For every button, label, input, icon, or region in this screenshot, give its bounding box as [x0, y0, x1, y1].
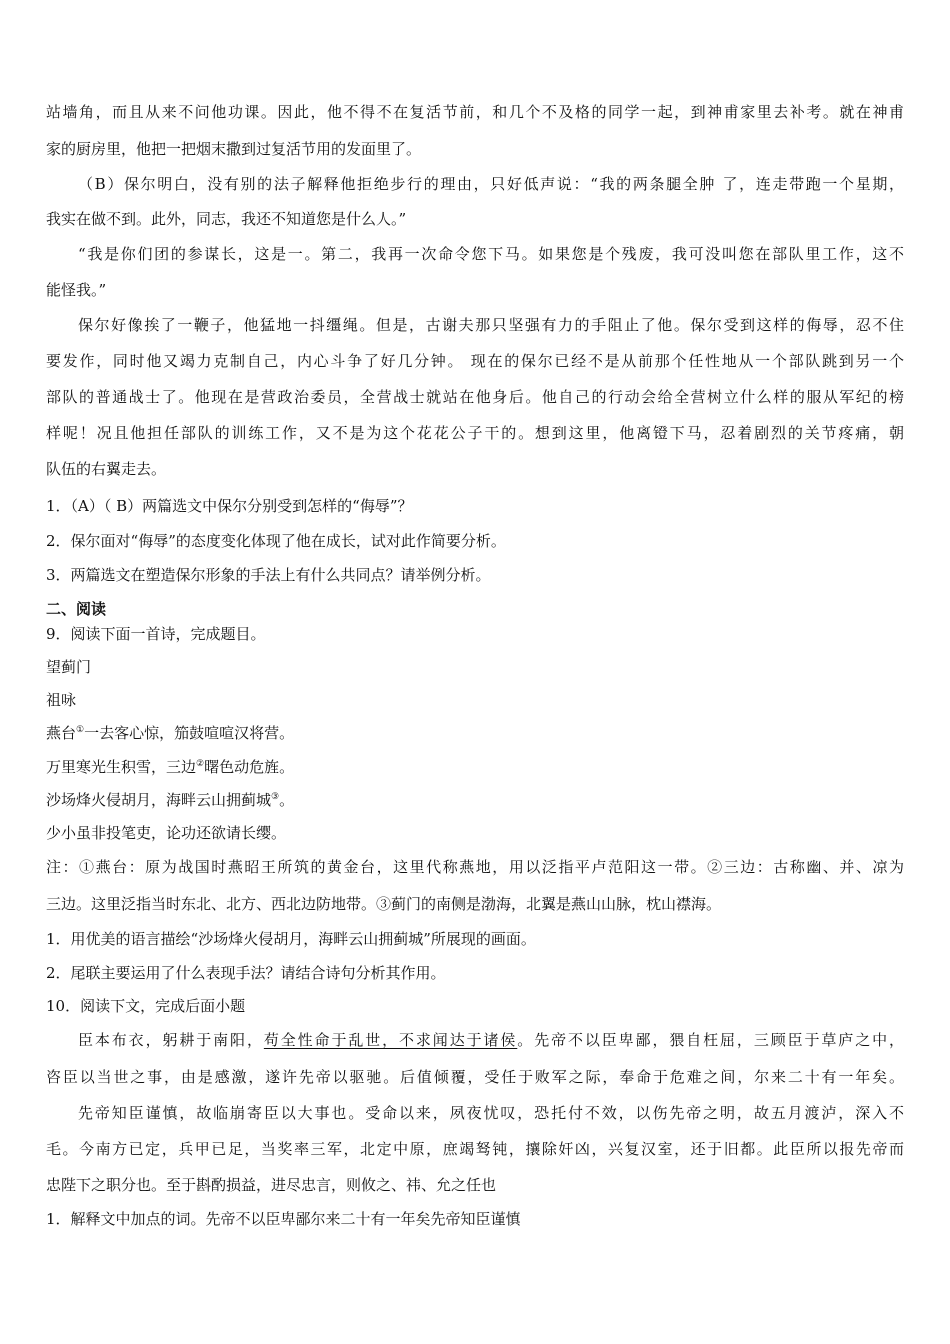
- classical-text-line: 咨臣以当世之事，由是感激，遂许先帝以驱驰。后值倾覆，受任于败军之际，奉命于危难之间，尔来二十有一年矣。: [46, 1068, 904, 1086]
- passage-line: “我是你们团的参谋长，这是一。第二，我再一次命令您下马。如果您是个残废，我可没叫您在部队里工作，这不: [78, 245, 904, 263]
- passage-line: 站墙角，而且从来不问他功课。因此，他不得不在复活节前，和几个不及格的同学一起，到神甫家里去补考。就在神甫: [46, 103, 904, 121]
- poem-note: 注：①燕台：原为战国时燕昭王所筑的黄金台，这里代称燕地，用以泛指平卢范阳这一带。②三边：古称幽、并、凉为: [46, 858, 904, 876]
- passage-line: 部队的普通战士了。他现在是营政治委员，全营战士就站在他身后。他自己的行动会给全营树立什么样的服从军纪的榜: [46, 388, 904, 406]
- question-8-2: 2．保尔面对“侮辱”的态度变化体现了他在成长，试对此作简要分析。: [46, 532, 506, 550]
- passage-line: 我实在做不到。此外，同志，我还不知道您是什么人。”: [46, 210, 407, 228]
- poem-title: 望蓟门: [46, 658, 92, 676]
- poem-line-2: 万里寒光生积雪，三边②曙色动危旌。: [46, 758, 295, 776]
- poem-author: 祖咏: [46, 691, 77, 709]
- question-9-1: 1．用优美的语言描绘“沙场烽火侵胡月，海畔云山拥蓟城”所展现的画面。: [46, 930, 536, 948]
- passage-line: 样呢！况且他担任部队的训练工作，又不是为这个花花公子干的。想到这里，他离镫下马，忍着剧烈的关节疼痛，朝: [46, 424, 904, 442]
- poem-line-1: 燕台①一去客心惊，笳鼓喧喧汉将营。: [46, 724, 295, 742]
- classical-text-line: 臣本布衣，躬耕于南阳，苟全性命于乱世，不求闻达于诸侯。先帝不以臣卑鄙，猥自枉屈，三顾臣于草庐之中，: [78, 1031, 904, 1049]
- classical-text-line: 毛。今南方已定，兵甲已足，当奖率三军，北定中原，庶竭驽钝，攘除奸凶，兴复汉室，还于旧都。此臣所以报先帝而: [46, 1140, 904, 1158]
- question-9-2: 2．尾联主要运用了什么表现手法？请结合诗句分析其作用。: [46, 964, 446, 982]
- classical-text-line: 先帝知臣谨慎，故临崩寄臣以大事也。受命以来，夙夜忧叹，恐托付不效，以伤先帝之明，故五月渡泸，深入不: [78, 1104, 904, 1122]
- question-8-1: 1．（A）（ B）两篇选文中保尔分别受到怎样的“侮辱”？: [46, 497, 413, 515]
- section-heading: 二、阅读: [46, 600, 107, 618]
- passage-line: 保尔好像挨了一鞭子，他猛地一抖缰绳。但是，古谢夫那只坚强有力的手阻止了他。保尔受到这样的侮辱，忍不住: [78, 316, 904, 334]
- passage-line: 能怪我。”: [46, 281, 107, 299]
- underlined-phrase: 苟全性命于乱世，不求闻达于诸侯: [263, 1031, 518, 1049]
- poem-line-3: 沙场烽火侵胡月，海畔云山拥蓟城③。: [46, 791, 295, 809]
- passage-b-start: （B）保尔明白，没有别的法子解释他拒绝步行的理由，只好低声说：“我的两条腿全肿 了，连走带跑一个星期，: [78, 175, 904, 193]
- passage-line: 要发作，同时他又竭力克制自己，内心斗争了好几分钟。 现在的保尔已经不是从前那个任性地从一个部队跳到另一个: [46, 352, 904, 370]
- question-9-intro: 9．阅读下面一首诗，完成题目。: [46, 625, 266, 643]
- poem-line-4: 少小虽非投笔吏，论功还欲请长缨。: [46, 824, 287, 842]
- question-10-intro: 10．阅读下文，完成后面小题: [46, 997, 246, 1015]
- classical-text-line: 忠陛下之职分也。至于斟酌损益，进尽忠言，则攸之、祎、允之任也: [46, 1176, 497, 1194]
- passage-line: 家的厨房里，他把一把烟末撒到过复活节用的发面里了。: [46, 140, 422, 158]
- passage-line: 队伍的右翼走去。: [46, 460, 167, 478]
- question-8-3: 3．两篇选文在塑造保尔形象的手法上有什么共同点？请举例分析。: [46, 566, 491, 584]
- poem-note: 三边。这里泛指当时东北、北方、西北边防地带。③蓟门的南侧是渤海，北翼是燕山山脉，枕山襟海。: [46, 895, 722, 913]
- question-10-1: 1．解释文中加点的词。先帝不以臣卑鄙尔来二十有一年矣先帝知臣谨慎: [46, 1210, 521, 1228]
